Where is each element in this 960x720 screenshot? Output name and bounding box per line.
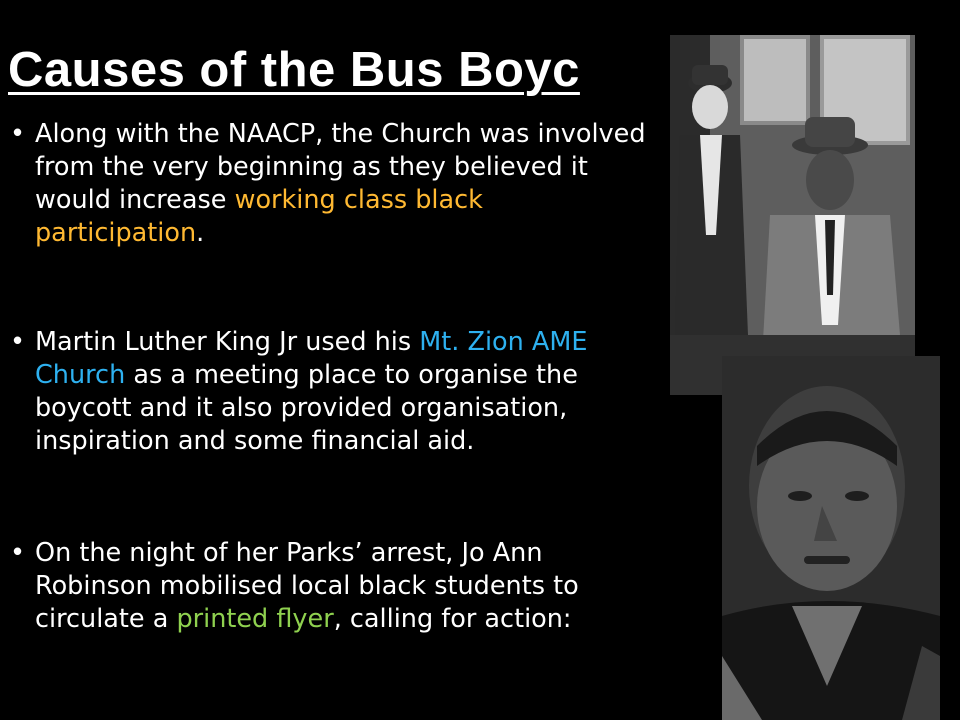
bullet-marker: • [10,327,26,357]
portrait-illustration [722,356,940,720]
bullet-list [10,118,660,636]
portrait-photo [722,356,940,720]
bullet-text: Martin Luther King Jr used his [35,327,420,357]
bullet-marker: • [10,119,26,149]
bullet-text: On the night of her Parks’ arrest, Jo Ann Robinson mobilised local black students to circulate a [35,538,579,634]
bullet-text: Along with the NAACP, the Church was involved from the very beginning as they believed it would increase [35,119,646,215]
bullet-text-end: as a meeting place to organise the boycott and it also provided organisation, inspiration and some financial aid. [35,360,578,456]
highlight-mt-zion: Mt. Zion AME Church [35,327,588,390]
bullet-text-end: . [196,218,205,248]
highlight-printed-flyer: printed flyer [176,604,334,634]
bullet-marker: • [10,538,26,568]
bullet-text-end: , calling for action: [333,604,572,634]
highlight-working-class: working class black participation [35,185,483,248]
slide-title: Causes of the Bus Boyc [8,43,580,97]
bullet-item-mlk-church [10,326,660,458]
bus-photo [670,35,915,395]
bullet-item-naacp-church [10,118,660,250]
bus-photo-illustration [670,35,915,395]
bullet-item-jo-ann-robinson [10,537,660,636]
